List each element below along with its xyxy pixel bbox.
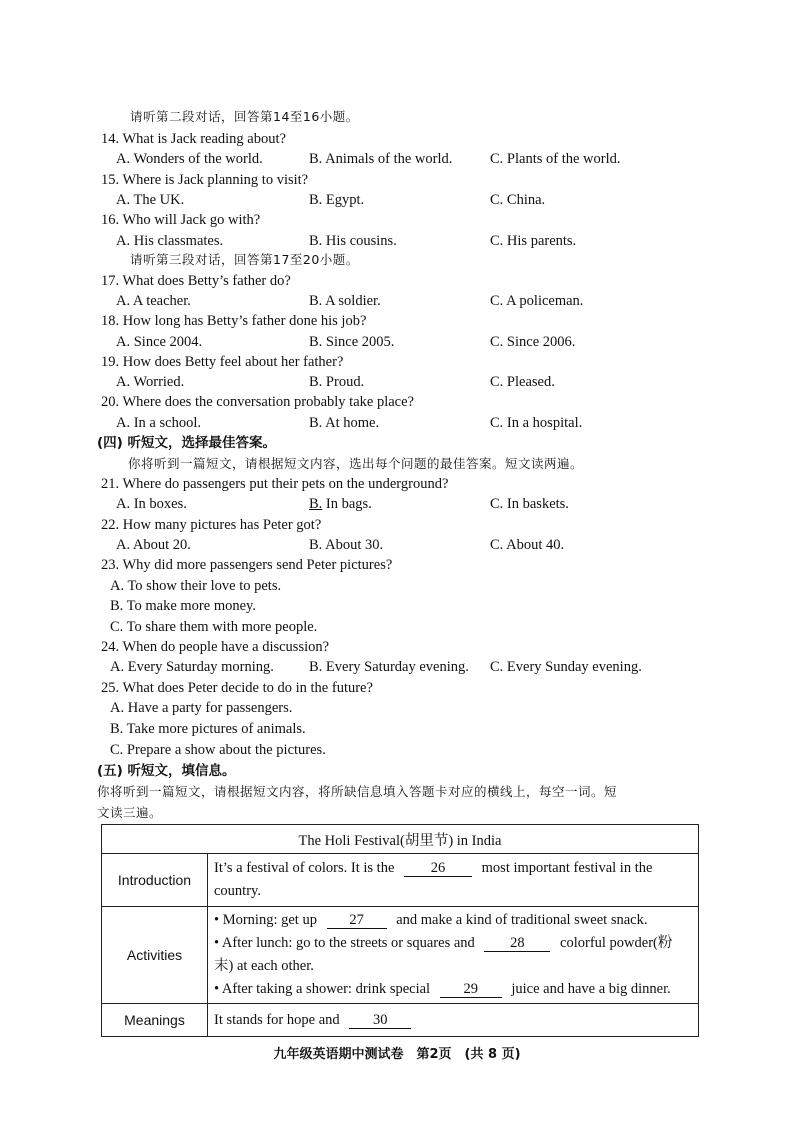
activities-cell — [208, 907, 699, 1004]
q15-option-c[interactable]: C. China. — [490, 192, 546, 208]
q16-option-b[interactable]: B. His cousins. — [309, 233, 397, 249]
introduction-cell — [208, 854, 699, 907]
q21-option-b-letter: B. — [309, 496, 323, 512]
q14-option-c[interactable]: C. Plants of the world. — [490, 151, 621, 167]
q15-option-a[interactable]: A. The UK. — [116, 192, 185, 208]
meanings-label: Meanings — [102, 1004, 208, 1037]
question-18: 18. How long has Betty’s father done his job? — [101, 313, 367, 329]
activity-2-continued: 末) at each other. — [214, 958, 314, 974]
question-24: 24. When do people have a discussion? — [101, 639, 330, 655]
instruction-dialog-2: 请听第二段对话，回答第14至16小题。 — [130, 109, 359, 124]
q25-option-c[interactable]: C. Prepare a show about the pictures. — [110, 742, 326, 758]
q25-option-a[interactable]: A. Have a party for passengers. — [110, 700, 293, 716]
section-5-instruction-line-2: 文读三遍。 — [97, 805, 163, 820]
question-20: 20. Where does the conversation probably take place? — [101, 394, 414, 410]
q24-option-b[interactable]: B. Every Saturday evening. — [309, 659, 469, 675]
q23-option-c[interactable]: C. To share them with more people. — [110, 619, 318, 635]
q19-option-c[interactable]: C. Pleased. — [490, 374, 555, 390]
section-5-title: (五) 听短文，填信息。 — [97, 763, 236, 779]
holi-festival-table — [101, 824, 699, 1037]
question-19: 19. How does Betty feel about her father? — [101, 354, 344, 370]
blank-28[interactable]: 28 — [484, 935, 550, 952]
activity-3-post: juice and have a big dinner. — [511, 981, 671, 997]
intro-text-3: country. — [214, 883, 261, 899]
q22-option-c[interactable]: C. About 40. — [490, 537, 565, 553]
q22-option-a[interactable]: A. About 20. — [116, 537, 191, 553]
q21-option-b[interactable] — [309, 495, 372, 513]
q16-option-a[interactable]: A. His classmates. — [116, 233, 224, 249]
blank-26[interactable]: 26 — [404, 860, 472, 877]
q17-option-a[interactable]: A. A teacher. — [116, 293, 191, 309]
q17-option-b[interactable]: B. A soldier. — [309, 293, 381, 309]
meanings-text: It stands for hope and — [214, 1011, 340, 1028]
q21-option-c[interactable]: C. In baskets. — [490, 496, 569, 512]
question-25: 25. What does Peter decide to do in the future? — [101, 680, 373, 696]
activity-3-pre: • After taking a shower: drink special — [214, 981, 431, 997]
q25-option-b[interactable]: B. Take more pictures of animals. — [110, 721, 306, 737]
activity-2-post: colorful powder(粉 — [560, 935, 673, 951]
q19-option-a[interactable]: A. Worried. — [116, 374, 185, 390]
table-title: The Holi Festival(胡里节) in India — [102, 825, 699, 854]
question-15: 15. Where is Jack planning to visit? — [101, 172, 309, 188]
q18-option-b[interactable]: B. Since 2005. — [309, 334, 395, 350]
instruction-dialog-3: 请听第三段对话，回答第17至20小题。 — [130, 252, 359, 267]
section-4-title: (四) 听短文，选择最佳答案。 — [97, 435, 277, 451]
q23-option-b[interactable]: B. To make more money. — [110, 598, 256, 614]
q23-option-a[interactable]: A. To show their love to pets. — [110, 578, 282, 594]
question-16: 16. Who will Jack go with? — [101, 212, 261, 228]
meanings-cell — [208, 1004, 699, 1037]
intro-text-1: It’s a festival of colors. It is the — [214, 860, 395, 876]
q17-option-c[interactable]: C. A policeman. — [490, 293, 584, 309]
q22-option-b[interactable]: B. About 30. — [309, 537, 384, 553]
q15-option-b[interactable]: B. Egypt. — [309, 192, 365, 208]
q24-option-a[interactable]: A. Every Saturday morning. — [110, 659, 274, 675]
blank-27[interactable]: 27 — [327, 912, 387, 929]
q21-option-b-text: In bags. — [322, 496, 372, 512]
question-23: 23. Why did more passengers send Peter pictures? — [101, 557, 393, 573]
intro-text-2: most important festival in the — [481, 860, 653, 876]
q24-option-c[interactable]: C. Every Sunday evening. — [490, 659, 642, 675]
q21-option-a[interactable]: A. In boxes. — [116, 496, 187, 512]
q20-option-b[interactable]: B. At home. — [309, 415, 380, 431]
section-5-instruction-line-1: 你将听到一篇短文，请根据短文内容，将所缺信息填入答题卡对应的横线上，每空一词。短 — [97, 784, 618, 799]
q14-option-a[interactable]: A. Wonders of the world. — [116, 151, 263, 167]
q14-option-b[interactable]: B. Animals of the world. — [309, 151, 453, 167]
question-22: 22. How many pictures has Peter got? — [101, 517, 322, 533]
question-14: 14. What is Jack reading about? — [101, 131, 286, 147]
blank-29[interactable]: 29 — [440, 981, 502, 998]
activities-label: Activities — [102, 907, 208, 1004]
q20-option-a[interactable]: A. In a school. — [116, 415, 201, 431]
activity-1-post: and make a kind of traditional sweet snack. — [396, 912, 648, 928]
section-4-instruction: 你将听到一篇短文，请根据短文内容，选出每个问题的最佳答案。短文读两遍。 — [128, 456, 584, 471]
introduction-label: Introduction — [102, 854, 208, 907]
q18-option-c[interactable]: C. Since 2006. — [490, 334, 576, 350]
blank-30[interactable]: 30 — [349, 1012, 411, 1029]
question-17: 17. What does Betty’s father do? — [101, 273, 291, 289]
q16-option-c[interactable]: C. His parents. — [490, 233, 577, 249]
activity-2-pre: • After lunch: go to the streets or squares and — [214, 935, 475, 951]
q20-option-c[interactable]: C. In a hospital. — [490, 415, 583, 431]
activity-1-pre: • Morning: get up — [214, 912, 317, 928]
page-footer: 九年级英语期中测试卷 第2页 (共 8 页) — [273, 1047, 521, 1062]
q18-option-a[interactable]: A. Since 2004. — [116, 334, 203, 350]
question-21: 21. Where do passengers put their pets on the underground? — [101, 476, 449, 492]
q19-option-b[interactable]: B. Proud. — [309, 374, 365, 390]
